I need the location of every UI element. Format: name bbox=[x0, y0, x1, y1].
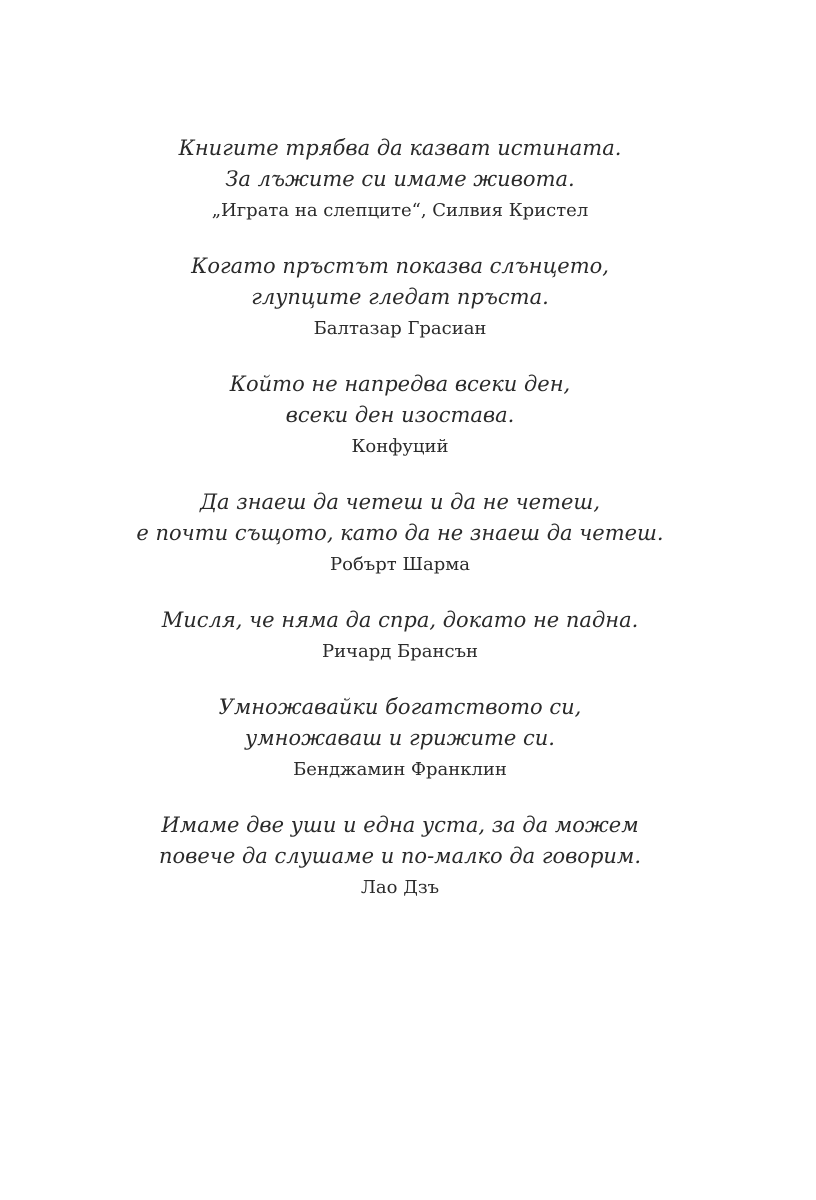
quote-line: умножаваш и грижите си. bbox=[245, 726, 555, 750]
quote-line: Когато пръстът показва слънцето, bbox=[191, 254, 609, 278]
quote-author: Бенджамин Франклин bbox=[293, 759, 507, 780]
quote-block bbox=[0, 251, 800, 344]
quote-line: глупците гледат пръста. bbox=[251, 285, 549, 309]
quote-block bbox=[0, 487, 800, 580]
quote-block bbox=[0, 133, 800, 226]
quote-line: Мисля, че няма да спра, докато не падна. bbox=[161, 608, 639, 632]
quote-line: За лъжите си имаме живота. bbox=[225, 167, 575, 191]
quotes-list bbox=[0, 133, 800, 928]
quote-author: Балтазар Грасиан bbox=[313, 318, 487, 339]
quote-block bbox=[0, 369, 800, 462]
quote-author: Лао Дзъ bbox=[360, 877, 440, 898]
quote-line: Да знаеш да четеш и да не четеш, bbox=[199, 490, 600, 514]
quote-line: е почти същото, като да не знаеш да четеш. bbox=[136, 521, 664, 545]
quote-line: Умножавайки богатството си, bbox=[218, 695, 582, 719]
quote-author: „Играта на слепците“, Силвия Кристел bbox=[211, 200, 589, 221]
quote-block bbox=[0, 810, 800, 903]
quote-block bbox=[0, 605, 800, 667]
quote-author: Конфуций bbox=[351, 436, 449, 457]
quote-line: Имаме две уши и една уста, за да можем bbox=[161, 813, 639, 837]
quote-line: Който не напредва всеки ден, bbox=[229, 372, 571, 396]
quote-line: Книгите трябва да казват истината. bbox=[178, 136, 622, 160]
quote-author: Робърт Шарма bbox=[330, 554, 470, 575]
quote-block bbox=[0, 692, 800, 785]
quote-author: Ричард Брансън bbox=[321, 641, 479, 662]
quote-line: всеки ден изостава. bbox=[285, 403, 515, 427]
quote-line: повече да слушаме и по-малко да говорим. bbox=[158, 844, 642, 868]
